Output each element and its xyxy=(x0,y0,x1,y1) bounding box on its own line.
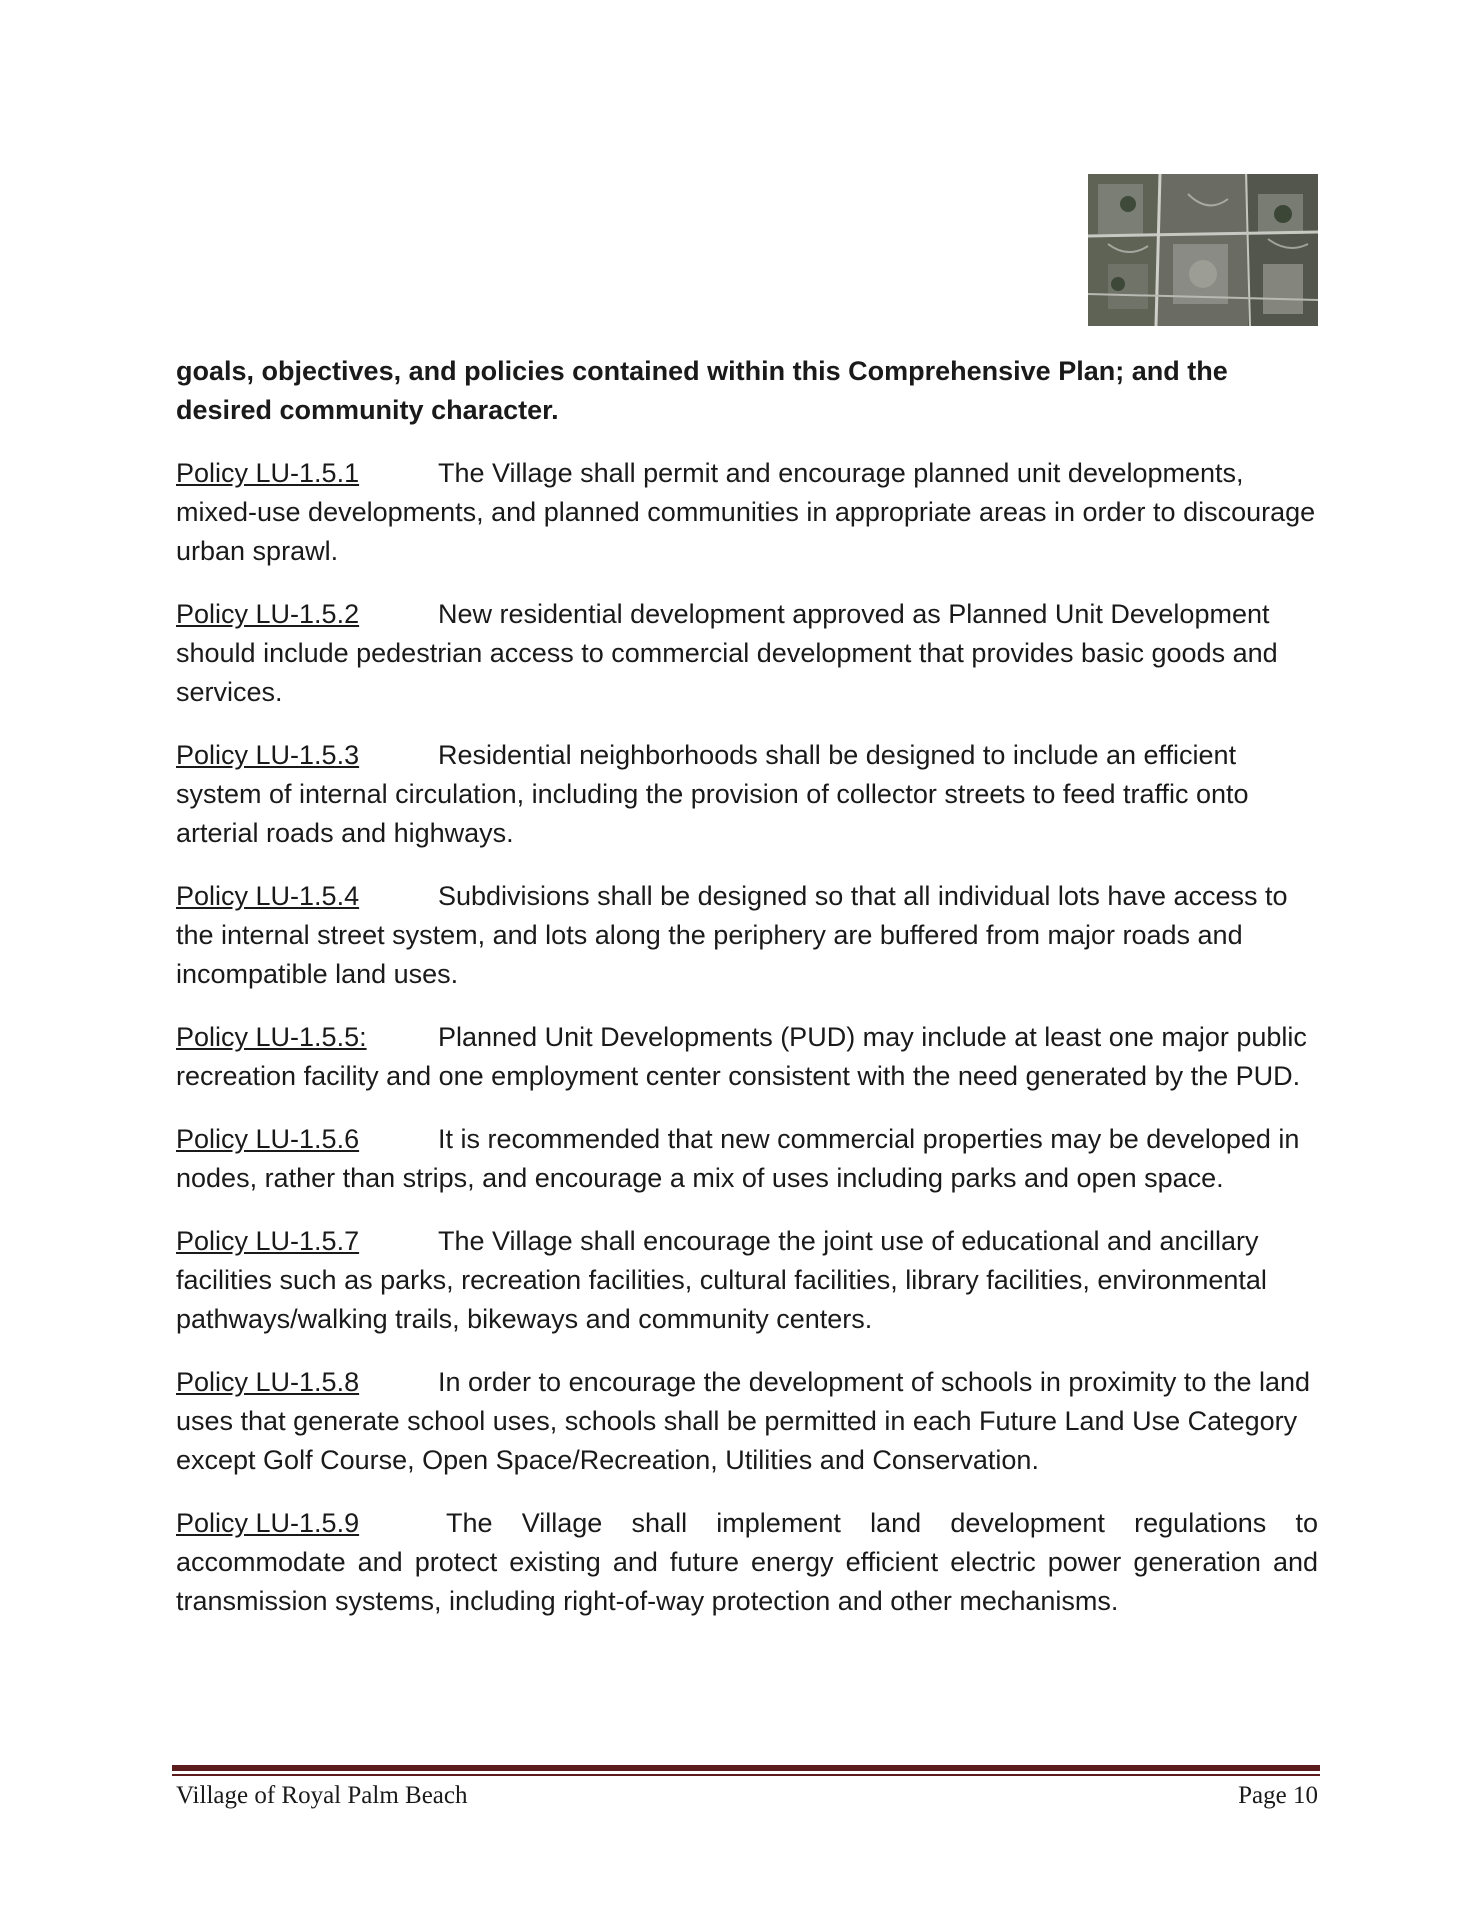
policy-paragraph xyxy=(176,595,1318,712)
aerial-photo-graphic xyxy=(1088,174,1318,326)
policy-id: Policy LU-1.5.8 xyxy=(176,1367,360,1397)
policy-paragraph xyxy=(176,454,1318,571)
page-number: Page 10 xyxy=(1238,1782,1318,1809)
footer-rule xyxy=(172,1765,1320,1771)
policy-id: Policy LU-1.5.4 xyxy=(176,881,360,911)
aerial-photo xyxy=(1088,174,1318,326)
footer-rule-thin xyxy=(172,1774,1320,1776)
policy-id: Policy LU-1.5.3 xyxy=(176,740,360,770)
footer-title: Village of Royal Palm Beach xyxy=(176,1782,468,1809)
policy-text: New residential development approved as Planned Unit Development should include pedestrian access to commercial development that provides basic goods and services. xyxy=(176,599,1278,707)
policy-id: Policy LU-1.5.7 xyxy=(176,1226,360,1256)
policy-text: The Village shall encourage the joint use of educational and ancillary facilities such as parks, recreation facilities, cultural facilities, library facilities, environmental pathways/walking trails, bikeways and community centers. xyxy=(176,1226,1267,1334)
policy-paragraph xyxy=(176,877,1318,994)
policy-paragraph xyxy=(176,736,1318,853)
policy-paragraph xyxy=(176,1120,1318,1198)
policy-text: Planned Unit Developments (PUD) may include at least one major public recreation facility and one employment center consistent with the need generated by the PUD. xyxy=(176,1022,1307,1091)
policy-id: Policy LU-1.5.6 xyxy=(176,1124,360,1154)
policy-paragraph xyxy=(176,1222,1318,1339)
policy-paragraph xyxy=(176,1018,1318,1096)
policy-text: Residential neighborhoods shall be designed to include an efficient system of internal circulation, including the provision of collector streets to feed traffic onto arterial roads and highways. xyxy=(176,740,1249,848)
policy-text: Subdivisions shall be designed so that all individual lots have access to the internal street system, and lots along the periphery are buffered from major roads and incompatible land uses. xyxy=(176,881,1288,989)
intro-paragraph: goals, objectives, and policies contained within this Comprehensive Plan; and the desired community character. xyxy=(176,356,1228,425)
policy-paragraph xyxy=(176,1363,1318,1480)
policy-text: The Village shall implement land development regulations to accommodate and protect existing and future energy efficient electric power generation and transmission systems, including right-of-way protection and other mechanisms. xyxy=(176,1508,1318,1616)
policy-paragraph xyxy=(176,1504,1318,1621)
policy-text: In order to encourage the development of schools in proximity to the land uses that generate school uses, schools shall be permitted in each Future Land Use Category except Golf Course, Open Space/Recreation, Utilities and Conservation. xyxy=(176,1367,1311,1475)
policy-text: The Village shall permit and encourage planned unit developments, mixed-use developments, and planned communities in appropriate areas in order to discourage urban sprawl. xyxy=(176,458,1316,566)
document-body xyxy=(176,352,1318,1645)
policy-id: Policy LU-1.5.5: xyxy=(176,1022,367,1052)
policy-id: Policy LU-1.5.1 xyxy=(176,458,360,488)
policy-text: It is recommended that new commercial properties may be developed in nodes, rather than strips, and encourage a mix of uses including parks and open space. xyxy=(176,1124,1300,1193)
policy-id: Policy LU-1.5.9 xyxy=(176,1508,360,1538)
policy-id: Policy LU-1.5.2 xyxy=(176,599,360,629)
